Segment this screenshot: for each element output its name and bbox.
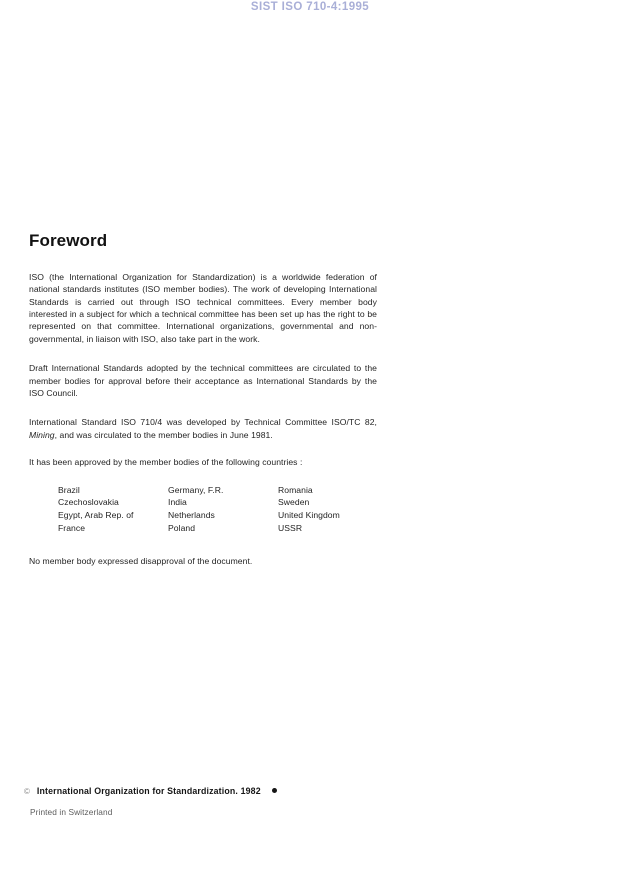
approving-countries-list bbox=[58, 484, 348, 535]
country-column-3 bbox=[278, 484, 388, 535]
foreword-paragraph-2: Draft International Standards adopted by the technical committees are circulated to the member bodies for approval before their acceptance as International Standards by the ISO Council. bbox=[29, 363, 377, 398]
country-item: Sweden bbox=[278, 497, 310, 508]
country-item: Romania bbox=[278, 484, 313, 495]
country-item: United Kingdom bbox=[278, 510, 340, 521]
copyright-line bbox=[24, 786, 424, 796]
disapproval-statement: No member body expressed disapproval of the document. bbox=[29, 555, 253, 566]
copyright-icon: © bbox=[24, 787, 30, 796]
page-footer bbox=[24, 786, 424, 817]
country-item: Germany, F.R. bbox=[168, 484, 224, 495]
country-item: Brazil bbox=[58, 484, 80, 495]
country-item: USSR bbox=[278, 522, 303, 533]
printed-in-statement: Printed in Switzerland bbox=[30, 807, 113, 817]
committee-scope-title: Mining bbox=[29, 429, 55, 440]
country-item: Poland bbox=[168, 522, 196, 533]
approval-statement: It has been approved by the member bodies of the following countries : bbox=[29, 457, 303, 468]
copyright-owner-and-year: International Organization for Standardization. 1982 bbox=[36, 786, 261, 796]
country-item: India bbox=[168, 497, 187, 508]
country-column-1 bbox=[58, 484, 168, 535]
watermark-header bbox=[0, 0, 620, 18]
paragraph-3-trailing-text: , and was circulated to the member bodies in June 1981. bbox=[54, 429, 273, 440]
foreword-content bbox=[29, 232, 377, 567]
bullet-icon bbox=[272, 788, 277, 793]
foreword-paragraph-3 bbox=[29, 416, 377, 441]
watermark-standard-reference: SIST ISO 710-4:1995 bbox=[250, 1, 370, 13]
country-item: Egypt, Arab Rep. of bbox=[58, 510, 134, 521]
paragraph-3-lead-text: International Standard ISO 710/4 was developed by Technical Committee ISO/TC 82, bbox=[29, 417, 377, 428]
country-item: Czechoslovakia bbox=[58, 497, 119, 508]
page-title: Foreword bbox=[29, 231, 108, 250]
foreword-paragraph-1: ISO (the International Organization for Standardization) is a worldwide federation of national standards institutes (ISO member bodies). The work of developing International Standards is carried out through ISO technical committees. Every member body interested in a subject for which a technical committee has been set up has the right to be represented on that committee. International organizations, governmental and non-governmental, in liaison with ISO, also take part in the work. bbox=[29, 271, 377, 344]
country-item: Netherlands bbox=[168, 510, 215, 521]
country-column-2 bbox=[168, 484, 278, 535]
country-item: France bbox=[58, 522, 86, 533]
